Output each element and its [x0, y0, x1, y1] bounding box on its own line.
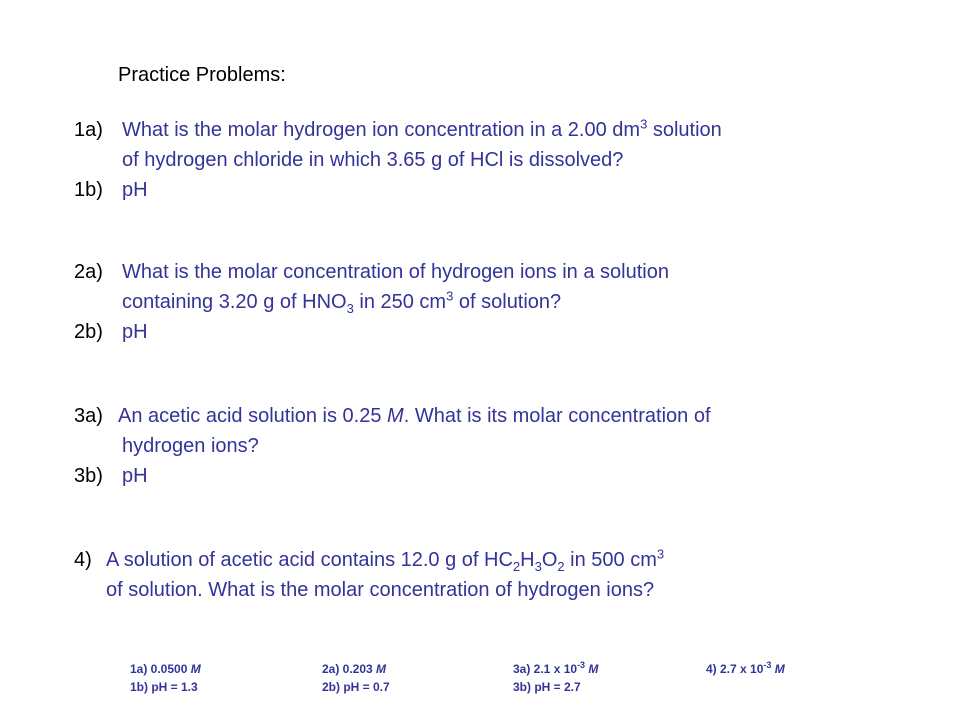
problem-2b-text: pH [122, 321, 148, 343]
problem-3b-text: pH [122, 465, 148, 487]
problem-2b-label: 2b) [74, 321, 103, 343]
answer-2a: 2a) 0.203 M [322, 662, 387, 676]
problem-1a-line2: of hydrogen chloride in which 3.65 g of HCl is dissolved? [122, 149, 624, 171]
problem-4-line1: A solution of acetic acid contains 12.0 g of $HC_2H_3O_2$ in 500 $cm^3$ [106, 546, 665, 574]
problem-2a-label: 2a) [74, 261, 103, 283]
problem-2a-line2: containing 3.20 g of $HNO_3$ in 250 $cm^3$ of solution? [122, 288, 562, 316]
problem-1b-label: 1b) [74, 179, 103, 201]
answer-1 [130, 660, 201, 696]
page-title: Practice Problems: [118, 64, 286, 86]
problem-3a-line2: hydrogen ions? [122, 435, 259, 457]
answer-1a: 1a) 0.0500 M [130, 662, 201, 676]
problem-1a-label: 1a) [74, 119, 103, 141]
answer-2 [322, 660, 390, 696]
answer-2b: 2b) pH = 0.7 [322, 680, 390, 694]
answer-3 [513, 660, 598, 696]
problem-1 [74, 115, 722, 205]
problem-4 [74, 545, 664, 605]
answer-3a: 3a) 2.1 x $10^{-3}$ M [513, 660, 599, 676]
problem-1b-text: pH [122, 179, 148, 201]
problem-3a-line1: An acetic acid solution is 0.25 M. What is its molar concentration of [118, 405, 711, 427]
answer-4 [706, 660, 785, 678]
answer-1b: 1b) pH = 1.3 [130, 680, 198, 694]
problem-1a-line1: What is the molar hydrogen ion concentration in a 2.00 $dm^3$ solution [122, 116, 722, 141]
problem-2a-line1: What is the molar concentration of hydrogen ions in a solution [122, 261, 669, 283]
answer-3b: 3b) pH = 2.7 [513, 680, 581, 694]
problem-4-line2: of solution. What is the molar concentration of hydrogen ions? [106, 579, 655, 601]
problem-3a-label: 3a) [74, 405, 103, 427]
problem-4-label: 4) [74, 549, 92, 571]
answer-4-value: 4) 2.7 x $10^{-3}$ M [706, 660, 785, 676]
problem-3b-label: 3b) [74, 465, 103, 487]
problem-3 [74, 401, 711, 491]
problem-2 [74, 257, 669, 347]
